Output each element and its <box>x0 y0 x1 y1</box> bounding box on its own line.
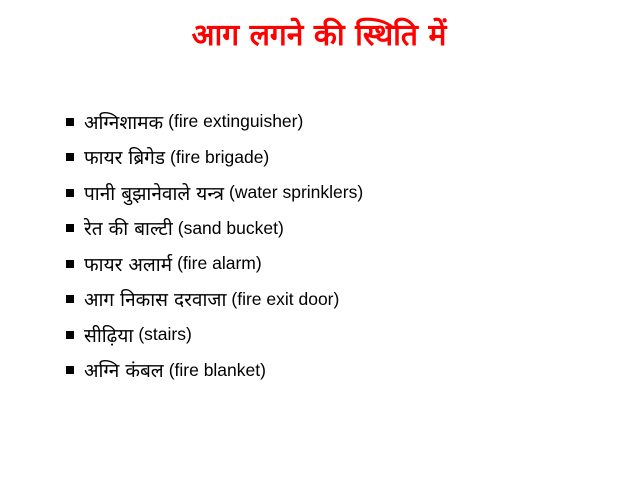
item-english-label: (fire extinguisher) <box>168 111 304 132</box>
list-item <box>66 282 363 318</box>
square-bullet-icon <box>66 331 74 339</box>
item-hindi-label: आग निकास दरवाजा <box>84 289 227 312</box>
list-item <box>66 175 363 211</box>
square-bullet-icon <box>66 189 74 197</box>
item-english-label: (stairs) <box>138 324 192 345</box>
item-english-label: (fire exit door) <box>231 288 340 309</box>
item-hindi-label: अग्निशामक <box>84 111 164 134</box>
square-bullet-icon <box>66 295 74 303</box>
item-english-label: (sand bucket) <box>177 217 284 238</box>
item-english-label: (water sprinklers) <box>229 182 364 203</box>
item-english-label: (fire blanket) <box>168 359 266 380</box>
item-hindi-label: रेत की बाल्टी <box>84 218 173 241</box>
list-item <box>66 317 363 353</box>
square-bullet-icon <box>66 366 74 374</box>
item-hindi-label: सीढ़िया <box>84 324 134 347</box>
item-hindi-label: फायर ब्रिगेड <box>84 147 166 170</box>
item-english-label: (fire alarm) <box>177 253 262 274</box>
item-hindi-label: पानी बुझानेवाले यन्त्र <box>84 182 224 205</box>
equipment-list <box>66 104 363 388</box>
square-bullet-icon <box>66 118 74 126</box>
list-item <box>66 140 363 176</box>
list-item <box>66 246 363 282</box>
slide-title: आग लगने की स्थिति में <box>191 18 447 53</box>
square-bullet-icon <box>66 153 74 161</box>
item-hindi-label: फायर अलार्म <box>84 253 173 276</box>
square-bullet-icon <box>66 224 74 232</box>
list-item <box>66 211 363 247</box>
square-bullet-icon <box>66 260 74 268</box>
list-item <box>66 104 363 140</box>
item-hindi-label: अग्नि कंबल <box>84 360 164 383</box>
item-english-label: (fire brigade) <box>170 146 270 167</box>
list-item <box>66 353 363 389</box>
